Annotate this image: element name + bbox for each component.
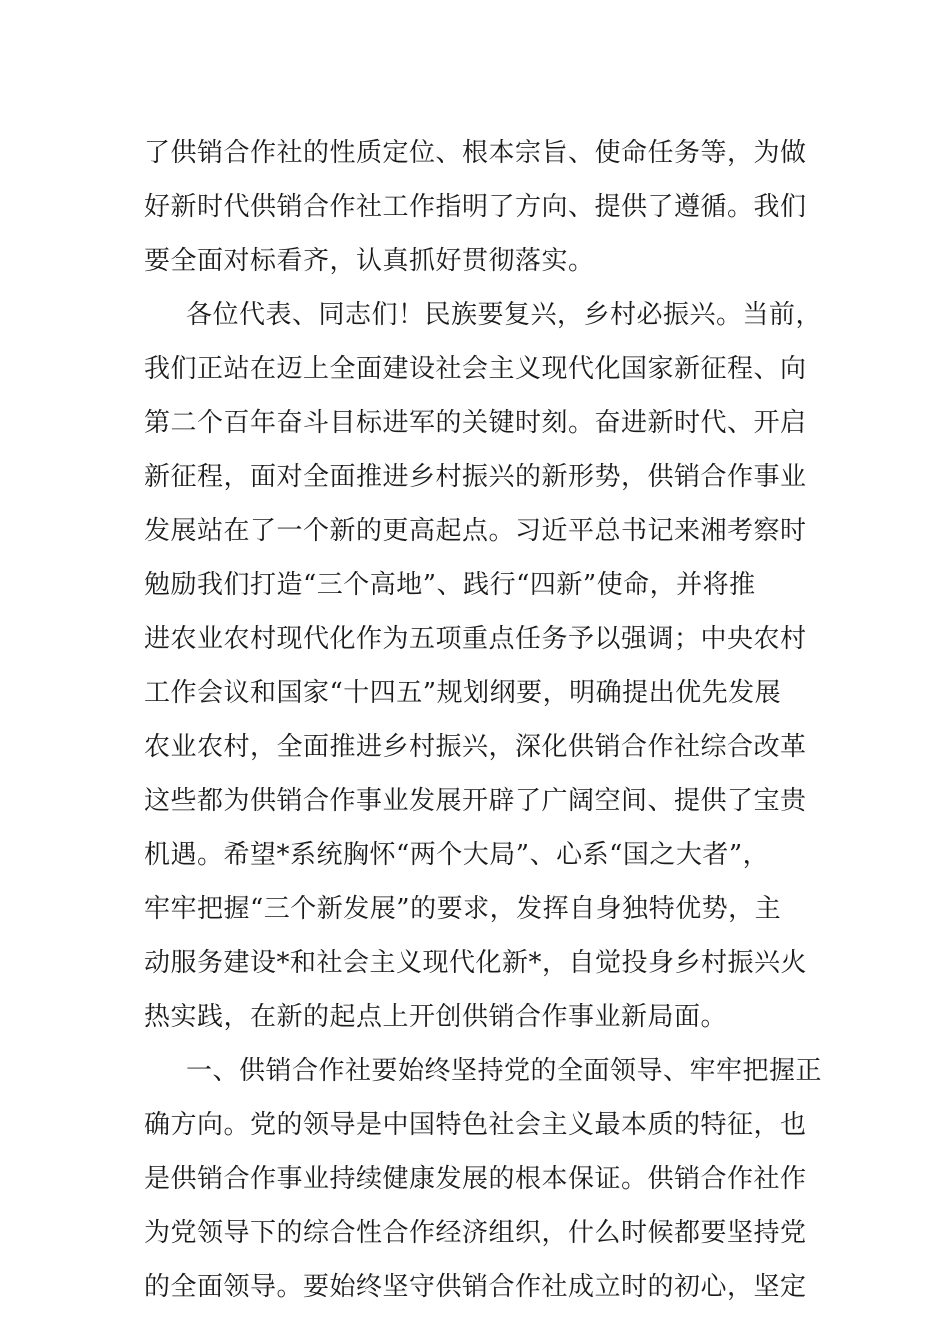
paragraph-3 <box>144 1044 823 1314</box>
text-line: 新征程，面对全面推进乡村振兴的新形势，供销合作事业 <box>144 462 807 492</box>
text-line: 工作会议和国家“十四五”规划纲要，明确提出优先发展 <box>144 678 782 708</box>
text-line: 农业农村，全面推进乡村振兴，深化供销合作社综合改革 <box>144 732 807 762</box>
text-line: 牢牢把握“三个新发展”的要求，发挥自身独特优势，主 <box>144 894 782 924</box>
text-line: 各位代表、同志们！民族要复兴，乡村必振兴。当前， <box>186 300 823 330</box>
text-line: 确方向。党的领导是中国特色社会主义最本质的特征，也 <box>144 1110 807 1140</box>
text-line: 这些都为供销合作事业发展开辟了广阔空间、提供了宝贵 <box>144 786 807 816</box>
text-line: 一、供销合作社要始终坚持党的全面领导、牢牢把握正 <box>186 1056 823 1086</box>
text-line: 为党领导下的综合性合作经济组织，什么时候都要坚持党 <box>144 1218 807 1248</box>
text-line: 要全面对标看齐，认真抓好贯彻落实。 <box>144 246 595 276</box>
text-line: 好新时代供销合作社工作指明了方向、提供了遵循。我们 <box>144 192 807 222</box>
paragraph-1 <box>144 126 809 288</box>
paragraph-2 <box>144 288 823 1044</box>
text-line: 机遇。希望*系统胸怀“两个大局”、心系“国之大者”， <box>144 840 770 870</box>
text-line: 动服务建设*和社会主义现代化新*，自觉投身乡村振兴火 <box>144 948 808 978</box>
text-line: 发展站在了一个新的更高起点。习近平总书记来湘考察时 <box>144 516 807 546</box>
text-line: 了供销合作社的性质定位、根本宗旨、使命任务等，为做 <box>144 138 807 168</box>
text-line: 我们正站在迈上全面建设社会主义现代化国家新征程、向 <box>144 354 807 384</box>
document-body <box>144 126 823 1314</box>
text-line: 热实践，在新的起点上开创供销合作事业新局面。 <box>144 1002 728 1032</box>
text-line: 进农业农村现代化作为五项重点任务予以强调；中央农村 <box>144 624 807 654</box>
text-line: 第二个百年奋斗目标进军的关键时刻。奋进新时代、开启 <box>144 408 807 438</box>
text-line: 是供销合作事业持续健康发展的根本保证。供销合作社作 <box>144 1164 807 1194</box>
text-line: 的全面领导。要始终坚守供销合作社成立时的初心，坚定 <box>144 1272 807 1302</box>
text-line: 勉励我们打造“三个高地”、践行“四新”使命，并将推 <box>144 570 756 600</box>
